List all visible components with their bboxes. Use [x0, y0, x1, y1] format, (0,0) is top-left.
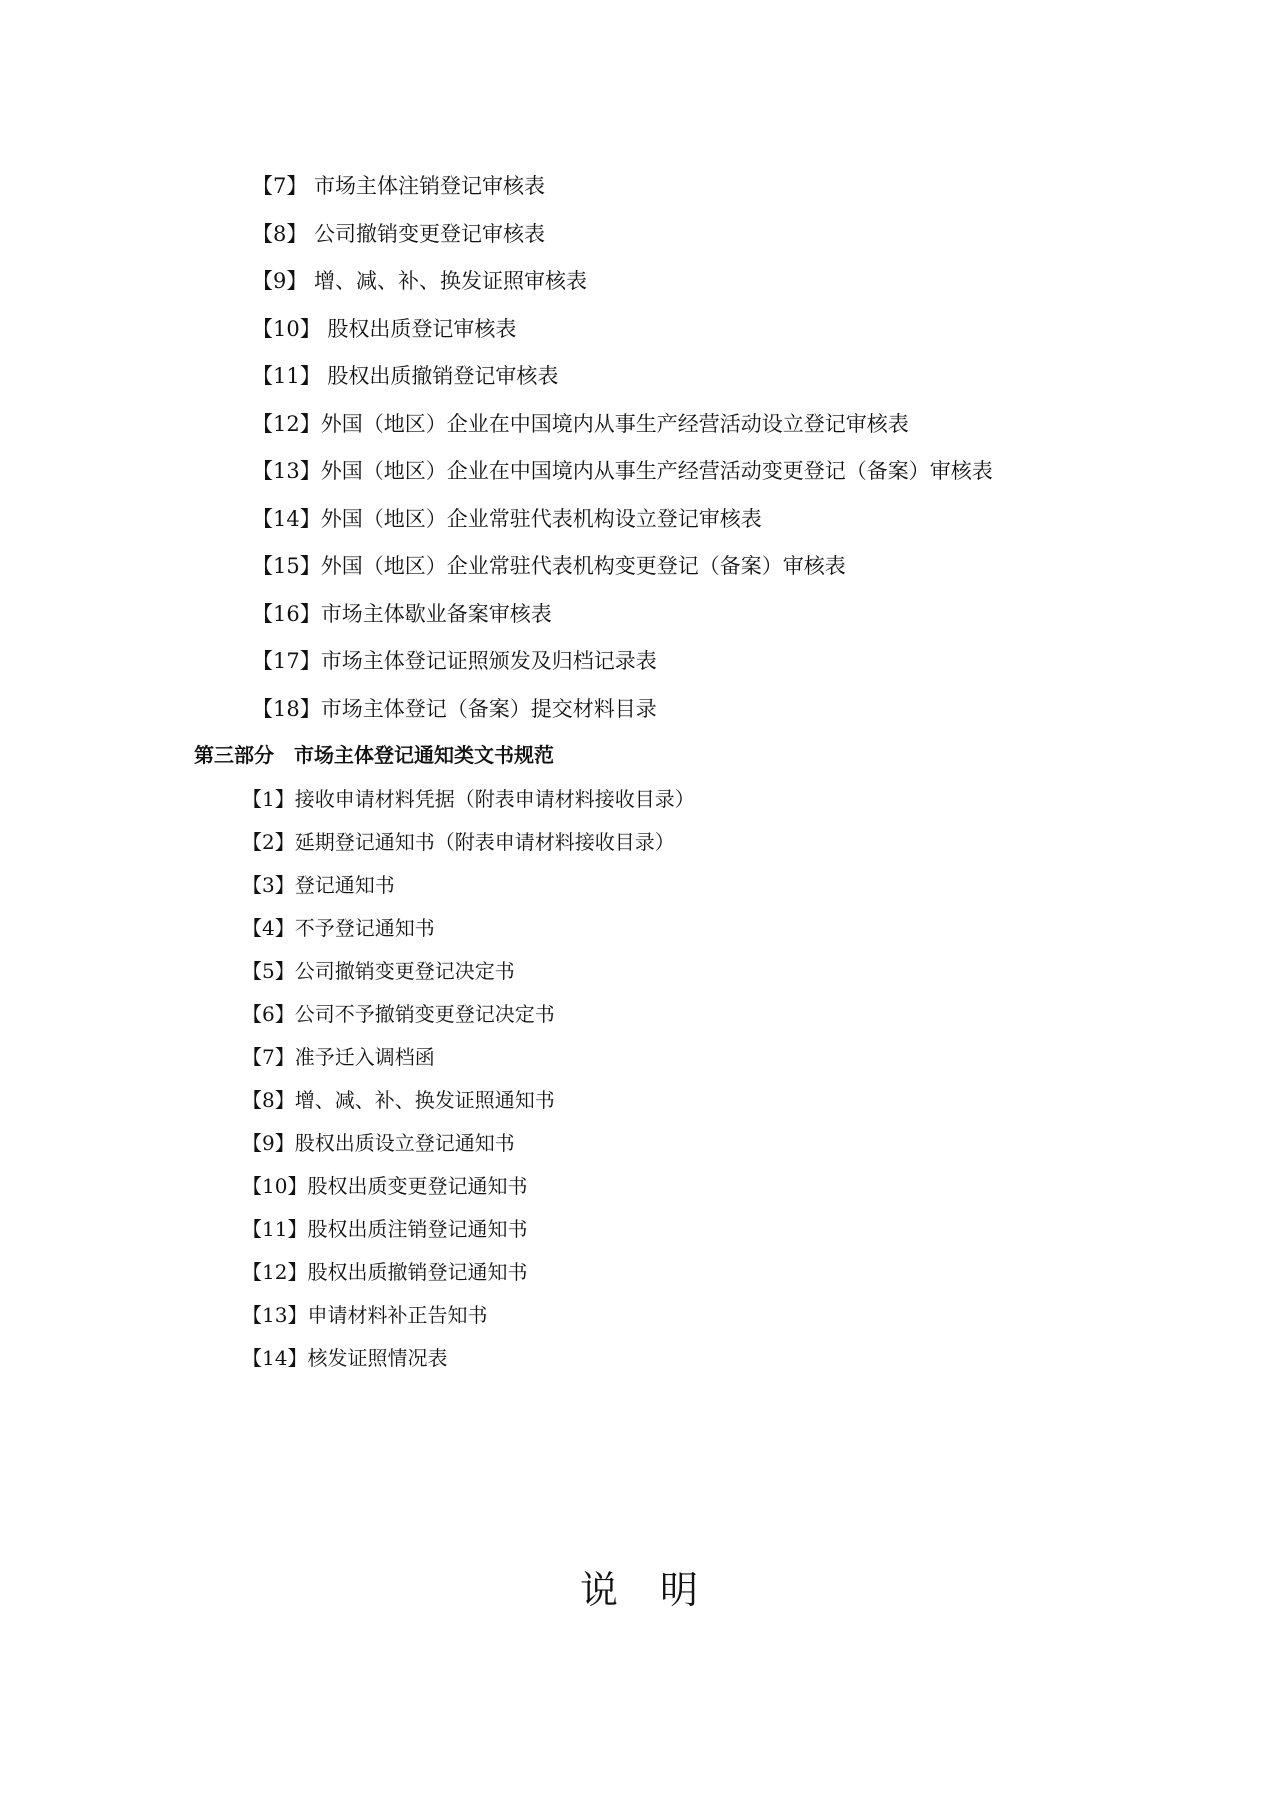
list-item: 【14】外国（地区）企业常驻代表机构设立登记审核表: [252, 506, 762, 531]
list-item: 【10】 股权出质登记审核表: [252, 316, 517, 341]
list-item: 【14】核发证照情况表: [242, 1346, 448, 1370]
list-item: 【15】外国（地区）企业常驻代表机构变更登记（备案）审核表: [252, 554, 846, 578]
list-item: 【8】 公司撤销变更登记审核表: [252, 221, 546, 246]
list-item: 【9】股权出质设立登记通知书: [242, 1131, 515, 1155]
list-item: 【7】准予迁入调档函: [242, 1045, 435, 1069]
list-item: 【10】股权出质变更登记通知书: [242, 1174, 528, 1198]
part2-item-list: [252, 167, 993, 737]
list-item: 【17】市场主体登记证照颁发及归档记录表: [252, 649, 657, 673]
part3-item-list: [242, 780, 695, 1382]
list-item: 【1】接收申请材料凭据（附表申请材料接收目录）: [242, 787, 695, 811]
explanation-title: 说 明: [579, 1568, 700, 1612]
list-item: 【3】登记通知书: [242, 873, 395, 897]
list-item: 【16】市场主体歇业备案审核表: [252, 601, 552, 626]
list-item: 【18】市场主体登记（备案）提交材料目录: [252, 696, 657, 721]
list-item: 【7】 市场主体注销登记审核表: [252, 174, 546, 198]
list-item: 【9】 增、减、补、换发证照审核表: [252, 269, 588, 293]
list-item: 【12】外国（地区）企业在中国境内从事生产经营活动设立登记审核表: [252, 411, 909, 436]
list-item: 【12】股权出质撤销登记通知书: [242, 1260, 528, 1284]
list-item: 【11】 股权出质撤销登记审核表: [252, 364, 559, 388]
section-heading: 第三部分 市场主体登记通知类文书规范: [194, 743, 554, 767]
list-item: 【13】外国（地区）企业在中国境内从事生产经营活动变更登记（备案）审核表: [252, 459, 993, 483]
list-item: 【11】股权出质注销登记通知书: [242, 1217, 528, 1241]
list-item: 【6】公司不予撤销变更登记决定书: [242, 1002, 555, 1026]
list-item: 【5】公司撤销变更登记决定书: [242, 959, 515, 983]
list-item: 【13】申请材料补正告知书: [242, 1303, 488, 1327]
list-item: 【8】增、减、补、换发证照通知书: [242, 1088, 555, 1112]
list-item: 【2】延期登记通知书（附表申请材料接收目录）: [242, 830, 675, 854]
list-item: 【4】不予登记通知书: [242, 916, 435, 940]
